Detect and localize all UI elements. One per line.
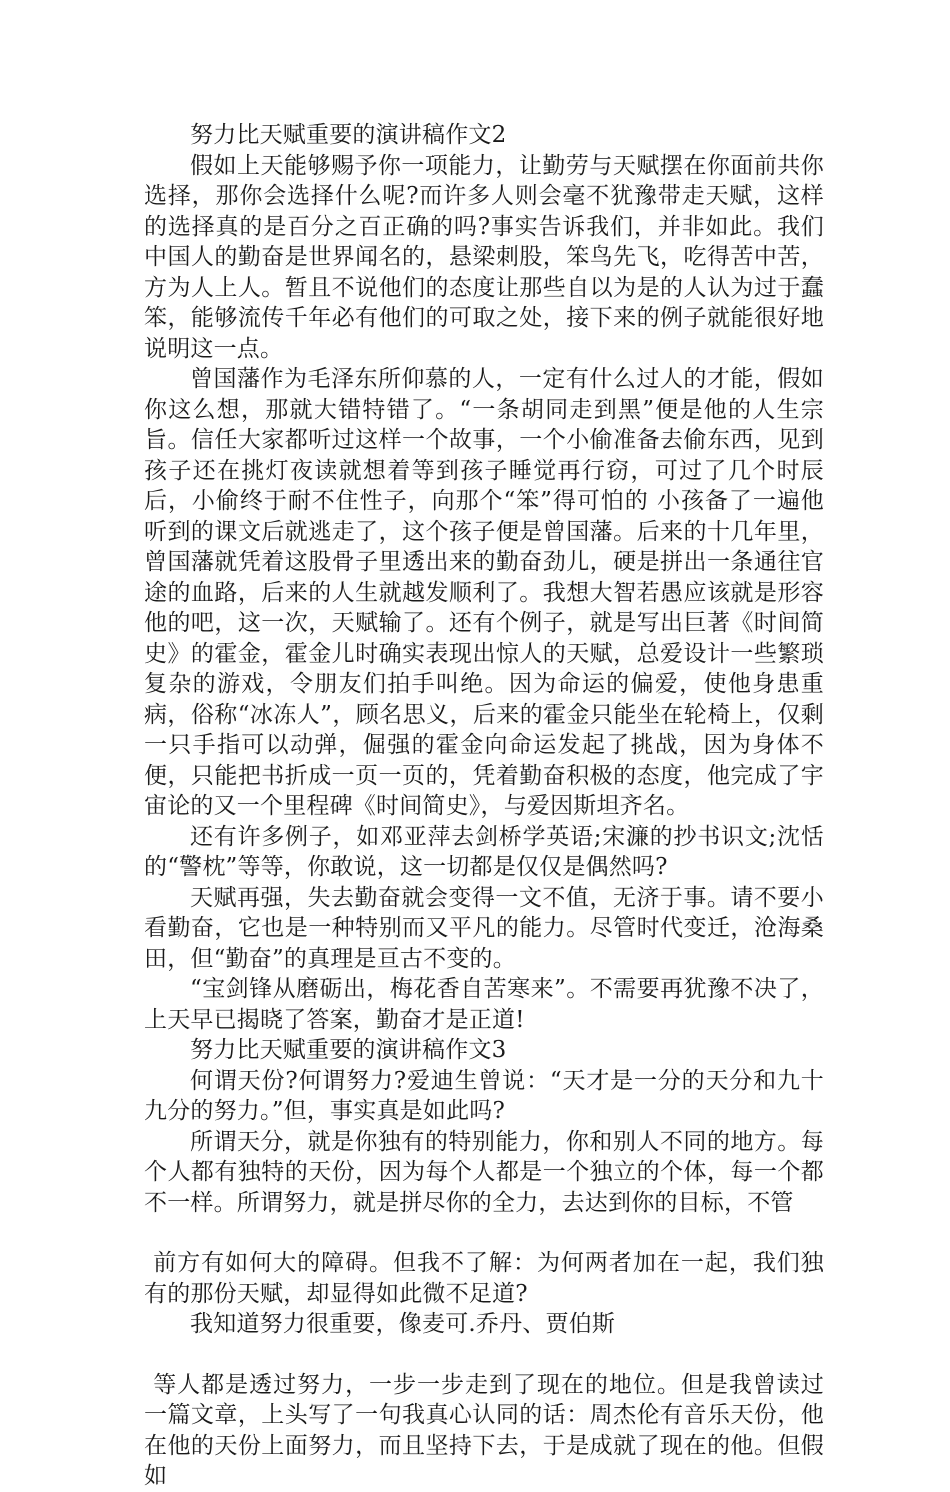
section-2-paragraph-5: “宝剑锋从磨砺出，梅花香自苦寒来”。不需要再犹豫不决了，上天早已揭晓了答案，勤奋才是正道!	[144, 976, 824, 1033]
section-3-paragraph-3: 我知道努力很重要，像麦可.乔丹、贾伯斯	[190, 1311, 616, 1337]
page-break-gap	[144, 1218, 824, 1248]
document-body	[144, 120, 824, 1492]
section-2-paragraph-3: 还有许多例子，如邓亚萍去剑桥学英语;宋濂的抄书识文;沈恬的“警枕”等等，你敢说，这一切都是仅仅是偶然吗?	[144, 823, 824, 880]
section-3-continuation-2: 等人都是透过努力，一步一步走到了现在的地位。但是我曾读过一篇文章，上头写了一句我真心认同的话：周杰伦有音乐天份，他在他的天份上面努力，而且坚持下去，于是成就了现在的他。但假如	[144, 1371, 824, 1489]
section-2-paragraph-2: 曾国藩作为毛泽东所仰慕的人，一定有什么过人的才能，假如你这么想，那就大错特错了。“一条胡同走到黑”便是他的人生宗旨。信任大家都听过这样一个故事，一个小偷准备去偷东西，见到孩子还在挑灯夜读就想着等到孩子睡觉再行窃，可过了几个时辰后，小偷终于耐不住性子，向那个“笨”得可怕的 小孩备了一遍他听到的课文后就逃走了，这个孩子便是曾国藩。后来的十几年里，曾国藩就凭着这股骨子里透出来的勤奋劲儿，硬是拼出一条通往官途的血路，后来的人生就越发顺利了。我想大智若愚应该就是形容他的吧，这一次，天赋输了。还有个例子，就是写出巨著《时间简史》的霍金，霍金儿时确实表现出惊人的天赋，总爱设计一些繁琐复杂的游戏，令朋友们拍手叫绝。因为命运的偏爱，使他身患重病，俗称“冰冻人”，顾名思义，后来的霍金只能坐在轮椅上，仅剩一只手指可以动弹，倔强的霍金向命运发起了挑战，因为身体不便，只能把书折成一页一页的，凭着勤奋积极的态度，他完成了宇宙论的又一个里程碑《时间简史》，与爱因斯坦齐名。	[144, 366, 824, 819]
section-2-paragraph-1: 假如上天能够赐予你一项能力，让勤劳与天赋摆在你面前共你选择，那你会选择什么呢?而许多人则会毫不犹豫带走天赋，这样的选择真的是百分之百正确的吗?事实告诉我们，并非如此。我们中国人的勤奋是世界闻名的，悬梁刺股，笨鸟先飞，吃得苦中苦，方为人上人。暂且不说他们的态度让那些自以为是的人认为过于蠢笨，能够流传千年必有他们的可取之处，接下来的例子就能很好地说明这一点。	[144, 152, 824, 362]
section-3-paragraph-2: 所谓天分，就是你独有的特别能力，你和别人不同的地方。每个人都有独特的天份，因为每个人都是一个独立的个体，每一个都不一样。所谓努力，就是拼尽你的全力，去达到你的目标，不管	[144, 1128, 824, 1216]
section-2-paragraph-4: 天赋再强，失去勤奋就会变得一文不值，无济于事。请不要小看勤奋，它也是一种特别而又平凡的能力。尽管时代变迁，沧海桑田，但“勤奋”的真理是亘古不变的。	[144, 884, 824, 972]
section-2-heading: 努力比天赋重要的演讲稿作文2	[190, 122, 507, 148]
section-3-heading: 努力比天赋重要的演讲稿作文3	[190, 1037, 507, 1063]
section-3-continuation: 前方有如何大的障碍。但我不了解：为何两者加在一起，我们独有的那份天赋，却显得如此微不足道?	[144, 1250, 824, 1307]
page-break-gap-2	[144, 1340, 824, 1370]
section-3-paragraph-1: 何谓天份?何谓努力?爱迪生曾说：“天才是一分的天分和九十九分的努力。”但，事实真是如此吗?	[144, 1067, 824, 1124]
